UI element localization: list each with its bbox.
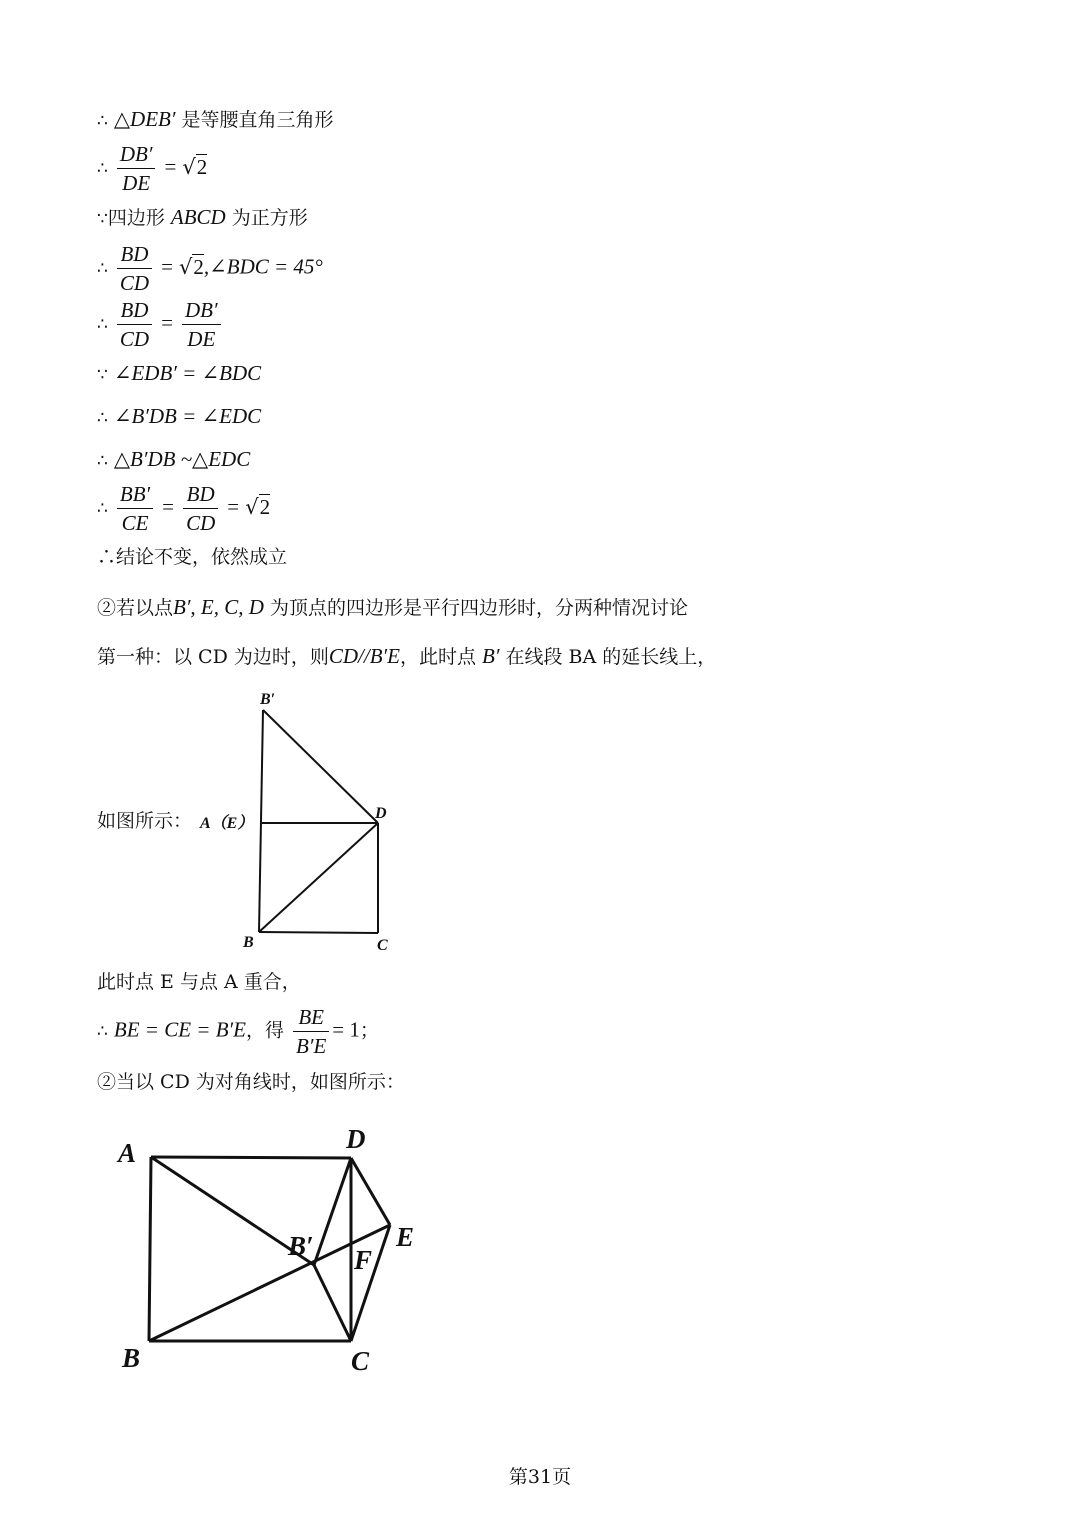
label-b: B	[243, 934, 254, 951]
text: 此时点 E 与点 A 重合，	[97, 971, 301, 993]
text: ∴结论不变，依然成立	[97, 546, 288, 568]
radicand: 2	[259, 494, 271, 519]
therefore-symbol: ∴	[97, 314, 108, 335]
denominator: CD	[186, 511, 216, 535]
equals-sign: =	[161, 254, 173, 279]
segment-bp-c	[314, 1265, 351, 1341]
therefore-symbol: ∴	[97, 1021, 108, 1042]
denominator: CE	[121, 511, 149, 535]
line-ratio-root2	[97, 140, 207, 197]
math-expression: ∠B′DB = ∠EDC	[113, 404, 262, 428]
line-angle-premise	[97, 360, 261, 388]
denominator: CD	[119, 271, 150, 295]
line-equal-ratios	[97, 296, 224, 353]
text: 第一种：以 CD 为边时，则	[97, 646, 329, 668]
line-square-premise	[97, 204, 308, 232]
label-a-e: A（E）	[200, 815, 254, 832]
segment-d-bp	[314, 1158, 351, 1265]
segment-d-e	[351, 1158, 390, 1225]
radicand: 2	[196, 154, 208, 179]
equals-sign: =	[164, 154, 177, 179]
therefore-symbol: ∴	[97, 158, 108, 179]
because-symbol: ∵	[97, 365, 108, 385]
denominator: CD	[119, 327, 150, 351]
denominator: DE	[122, 171, 151, 195]
fraction	[117, 240, 152, 297]
line-angle-conclusion	[97, 403, 261, 431]
label-d: D	[375, 805, 387, 822]
text: ②若以点	[97, 597, 174, 619]
line-similar-triangles	[97, 446, 250, 474]
label-c: C	[351, 1346, 370, 1376]
math-expression: B′	[482, 644, 500, 668]
fraction	[183, 480, 218, 537]
text: ②当以 CD 为对角线时，如图所示：	[97, 1071, 405, 1093]
numerator: DB′	[182, 296, 221, 325]
label-f: F	[354, 1245, 373, 1275]
equals-sign: =	[227, 494, 240, 519]
figure1-caption	[97, 808, 192, 834]
line-final-ratio	[97, 480, 270, 537]
segment-b-d	[259, 823, 378, 932]
fraction	[182, 296, 221, 353]
fraction	[293, 1003, 329, 1060]
math-expression: ∠EDB′ = ∠BDC	[113, 361, 262, 385]
text: 如图所示：	[97, 810, 193, 832]
segment-bp-b	[259, 710, 263, 932]
line-conclusion-holds	[97, 544, 287, 570]
label-d: D	[346, 1124, 366, 1154]
therefore-symbol: ∴	[97, 498, 108, 519]
therefore-symbol: ∴	[97, 111, 108, 131]
label-bprime: B′	[288, 1231, 314, 1261]
figure-2-diagonal-diagram	[100, 1110, 440, 1390]
segment-b-c	[259, 932, 378, 933]
sqrt-expression: √2	[245, 494, 271, 519]
math-expression: B′, E, C, D	[173, 595, 264, 619]
math-expression: ,∠BDC = 45°	[203, 254, 323, 279]
text: 是等腰直角三角形	[181, 109, 334, 131]
text: ，得	[245, 1019, 284, 1042]
segment-a-d	[151, 1157, 351, 1158]
label-bprime: B′	[260, 691, 276, 708]
equals-sign: =	[161, 310, 173, 335]
text: 四边形	[107, 207, 165, 229]
segment-b-e	[149, 1225, 390, 1341]
equals-sign: =	[162, 494, 175, 519]
denominator: DE	[187, 327, 216, 351]
numerator: BD	[117, 240, 152, 269]
fraction	[117, 480, 153, 537]
line-e-coincides-a	[97, 969, 301, 995]
math-expression: △B′DB ~△EDC	[113, 447, 251, 471]
label-e: E	[396, 1222, 415, 1252]
therefore-symbol: ∴	[97, 258, 108, 279]
therefore-symbol: ∴	[97, 451, 108, 471]
denominator: B′E	[296, 1034, 327, 1058]
numerator: BE	[293, 1003, 329, 1032]
therefore-symbol: ∴	[97, 408, 108, 428]
math-expression: BE = CE = B′E	[113, 1017, 246, 1042]
numerator: BD	[117, 296, 152, 325]
sqrt-expression: √2	[179, 254, 204, 279]
line-be-ratio	[97, 1003, 379, 1060]
label-b: B	[122, 1343, 141, 1373]
fraction	[117, 140, 156, 197]
label-a: A	[118, 1138, 137, 1168]
text: 为顶点的四边形是平行四边形时，分两种情况讨论	[269, 597, 688, 619]
numerator: BB′	[117, 480, 153, 509]
segment-a-b	[149, 1157, 151, 1341]
text: 为正方形	[231, 207, 308, 229]
sqrt-expression: √2	[182, 154, 208, 179]
math-expression: CD//B′E	[328, 644, 400, 668]
segment-bp-d	[263, 710, 378, 823]
figure-1-square-diagram	[190, 680, 410, 960]
because-symbol: ∵	[97, 209, 108, 229]
line-case-two	[97, 1069, 405, 1095]
line-conclusion-isosceles	[97, 106, 334, 134]
line-bd-cd-ratio	[97, 240, 323, 297]
numerator: DB′	[117, 140, 156, 169]
math-expression: △DEB′	[113, 107, 176, 131]
line-parallelogram-case	[97, 594, 688, 621]
math-expression: ABCD	[170, 205, 226, 229]
numerator: BD	[183, 480, 218, 509]
fraction	[117, 296, 152, 353]
text: 在线段 BA 的延长线上，	[505, 646, 717, 668]
text: ，此时点	[399, 646, 476, 668]
line-case-one	[97, 643, 716, 670]
label-c: C	[377, 937, 388, 954]
equals-one: = 1	[332, 1017, 360, 1042]
radicand: 2	[193, 254, 204, 279]
page-number: 第31页	[508, 1466, 572, 1488]
text: ；	[359, 1019, 379, 1042]
